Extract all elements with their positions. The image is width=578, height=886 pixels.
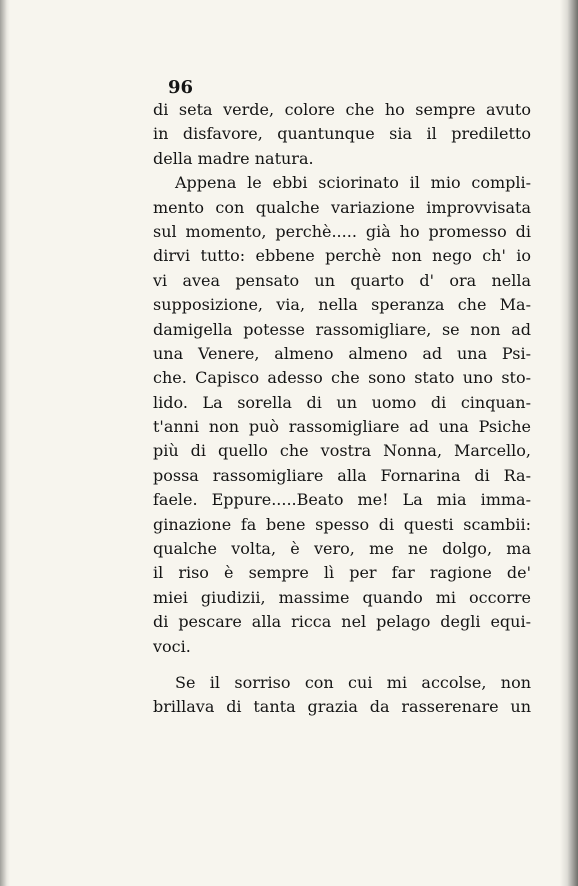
text-line: più di quello che vostra Nonna, Marcello, [153, 441, 531, 461]
text-line: miei giudizii, massime quando mi occorre [153, 587, 531, 607]
text-line: voci. [153, 636, 191, 656]
text-line: qualche volta, è vero, me ne dolgo, ma [153, 539, 531, 559]
text-line: della madre natura. [153, 148, 314, 168]
text-line: dirvi tutto: ebbene perchè non nego ch' io [153, 246, 531, 266]
text-line: sul momento, perchè..... già ho promesso di [153, 221, 531, 241]
text-line: una Venere, almeno almeno ad una Psi- [153, 343, 531, 363]
text-line: brillava di tanta grazia da rasserenare un [153, 697, 531, 717]
page-edge-shadow [560, 0, 578, 886]
text-line: lido. La sorella di un uomo di cinquan- [153, 392, 531, 412]
paragraph-gap [153, 659, 531, 671]
text-line: che. Capisco adesso che sono stato uno sto- [153, 368, 531, 388]
text-line: vi avea pensato un quarto d' ora nella [153, 270, 531, 290]
body-text [153, 98, 531, 720]
text-line: supposizione, via, nella speranza che Ma- [153, 295, 531, 315]
text-line: possa rassomigliare alla Fornarina di Ra- [153, 465, 531, 485]
text-line: di seta verde, colore che ho sempre avuto [153, 100, 531, 119]
text-line: mento con qualche variazione improvvisata [153, 197, 531, 217]
text-line: Appena le ebbi sciorinato il mio compli- [175, 173, 531, 193]
text-line: di pescare alla ricca nel pelago degli equi- [153, 612, 531, 632]
page-gutter-shadow [0, 0, 10, 886]
text-line: t'anni non può rassomigliare ad una Psiche [153, 417, 531, 437]
text-line: ginazione fa bene spesso di questi scambii: [153, 514, 531, 534]
text-line: Se il sorriso con cui mi accolse, non [175, 672, 531, 692]
text-line: in disfavore, quantunque sia il prediletto [153, 124, 531, 144]
text-line: faele. Eppure.....Beato me! La mia imma- [153, 490, 531, 510]
page-number: 96 [168, 77, 194, 98]
text-line: il riso è sempre lì per far ragione de' [153, 563, 531, 583]
text-line: damigella potesse rassomigliare, se non ad [153, 319, 531, 339]
